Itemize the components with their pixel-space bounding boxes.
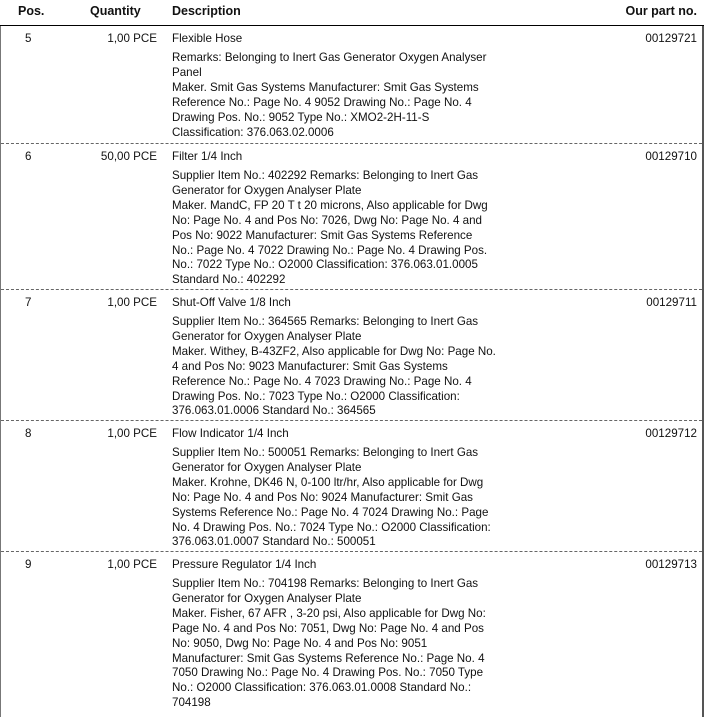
row-part-no: 00129710 [645,150,697,163]
description-line: 7050 Drawing No.: Page No. 4 Drawing Pos. No.: 7050 Type [172,666,484,680]
row-part-no: 00129712 [645,427,697,440]
description-line: Generator for Oxygen Analyser Plate [172,460,362,474]
description-line: Maker. Smit Gas Systems Manufacturer: Smit Gas Systems [172,80,479,94]
description-line: Reference No.: Page No. 4 7023 Drawing No.: Page No. 4 [172,374,472,388]
row-description [172,51,534,140]
table-header [0,0,704,26]
row-pos: 8 [25,427,32,440]
row-pos: 6 [25,150,32,163]
description-line: Systems Reference No.: Page No. 4 7024 Drawing No.: Page [172,505,489,519]
description-line: 376.063.01.0006 Standard No.: 364565 [172,404,376,418]
row-quantity: 1,00 PCE [107,32,157,45]
description-line: Reference No.: Page No. 4 9052 Drawing No.: Page No. 4 [172,95,472,109]
header-part-no: Our part no. [625,4,697,18]
row-quantity: 1,00 PCE [107,296,157,309]
row-pos: 9 [25,558,32,571]
header-pos: Pos. [18,4,45,18]
description-line: Panel [172,65,202,79]
row-part-no: 00129713 [645,558,697,571]
row-title: Flexible Hose [172,32,243,45]
description-line: No: 9050, Dwg No: Page No. 4 and Pos No: 9051 [172,636,428,650]
description-line: Supplier Item No.: 500051 Remarks: Belonging to Inert Gas [172,446,479,459]
description-line: No.: 7022 Type No.: O2000 Classification: 376.063.01.0005 [172,258,478,272]
description-line: No: Page No. 4 and Pos No: 7026, Dwg No: Page No. 4 and [172,213,483,227]
description-line: No. 4 Drawing Pos. No.: 7024 Type No.: O2000 Classification: [172,520,491,534]
description-line: 4 and Pos No: 9023 Manufacturer: Smit Gas Systems [172,359,448,373]
row-title: Shut-Off Valve 1/8 Inch [172,296,291,309]
row-part-no: 00129721 [645,32,697,45]
description-line: Supplier Item No.: 402292 Remarks: Belonging to Inert Gas [172,169,479,182]
description-line: Maker. MandC, FP 20 T t 20 microns, Also applicable for Dwg [172,198,488,212]
description-line: Maker. Fisher, 67 AFR , 3-20 psi, Also applicable for Dwg No: [172,606,486,620]
header-quantity: Quantity [90,4,141,18]
table-row [1,552,702,717]
table-row [1,144,702,290]
description-line: Maker. Withey, B-43ZF2, Also applicable for Dwg No: Page No. [172,344,496,358]
description-line: No.: O2000 Classification: 376.063.01.0008 Standard No.: [172,681,472,695]
row-pos: 7 [25,296,32,309]
row-description [172,577,534,711]
description-line: Drawing Pos. No.: 9052 Type No.: XMO2-2H-11-S [172,110,430,124]
description-line: 704198 [172,696,211,710]
description-line: Generator for Oxygen Analyser Plate [172,329,362,343]
description-line: Manufacturer: Smit Gas Systems Reference No.: Page No. 4 [172,651,485,665]
description-line: Supplier Item No.: 704198 Remarks: Belonging to Inert Gas [172,577,479,590]
row-part-no: 00129711 [646,296,697,309]
description-line: Drawing Pos. No.: 7023 Type No.: O2000 Classification: [172,389,460,403]
description-line: 376.063.01.0007 Standard No.: 500051 [172,535,376,549]
row-quantity: 1,00 PCE [107,558,157,571]
description-line: Page No. 4 and Pos No: 7051, Dwg No: Page No. 4 and Pos [172,621,484,635]
row-quantity: 50,00 PCE [100,150,157,163]
description-line: Maker. Krohne, DK46 N, 0-100 ltr/hr, Also applicable for Dwg [172,475,484,489]
row-quantity: 1,00 PCE [107,427,157,440]
row-pos: 5 [25,32,32,45]
description-line: No.: Page No. 4 7022 Drawing No.: Page No. 4 Drawing Pos. [172,243,488,257]
description-line: Generator for Oxygen Analyser Plate [172,183,362,197]
row-description [172,169,534,288]
row-title: Flow Indicator 1/4 Inch [172,427,289,440]
row-title: Filter 1/4 Inch [172,150,243,163]
table-row [1,421,702,552]
description-line: Supplier Item No.: 364565 Remarks: Belonging to Inert Gas [172,315,479,328]
header-description: Description [172,4,241,18]
row-description [172,315,534,419]
row-description [172,446,534,550]
table-row [1,290,702,421]
description-line: No: Page No. 4 and Pos No: 9024 Manufacturer: Smit Gas [172,490,473,504]
row-title: Pressure Regulator 1/4 Inch [172,558,317,571]
description-line: Standard No.: 402292 [172,273,286,287]
description-line: Generator for Oxygen Analyser Plate [172,591,362,605]
description-line: Remarks: Belonging to Inert Gas Generator Oxygen Analyser [172,51,487,64]
table-row [1,26,702,144]
description-line: Pos No: 9022 Manufacturer: Smit Gas Systems Reference [172,228,473,242]
description-line: Classification: 376.063.02.0006 [172,125,334,139]
